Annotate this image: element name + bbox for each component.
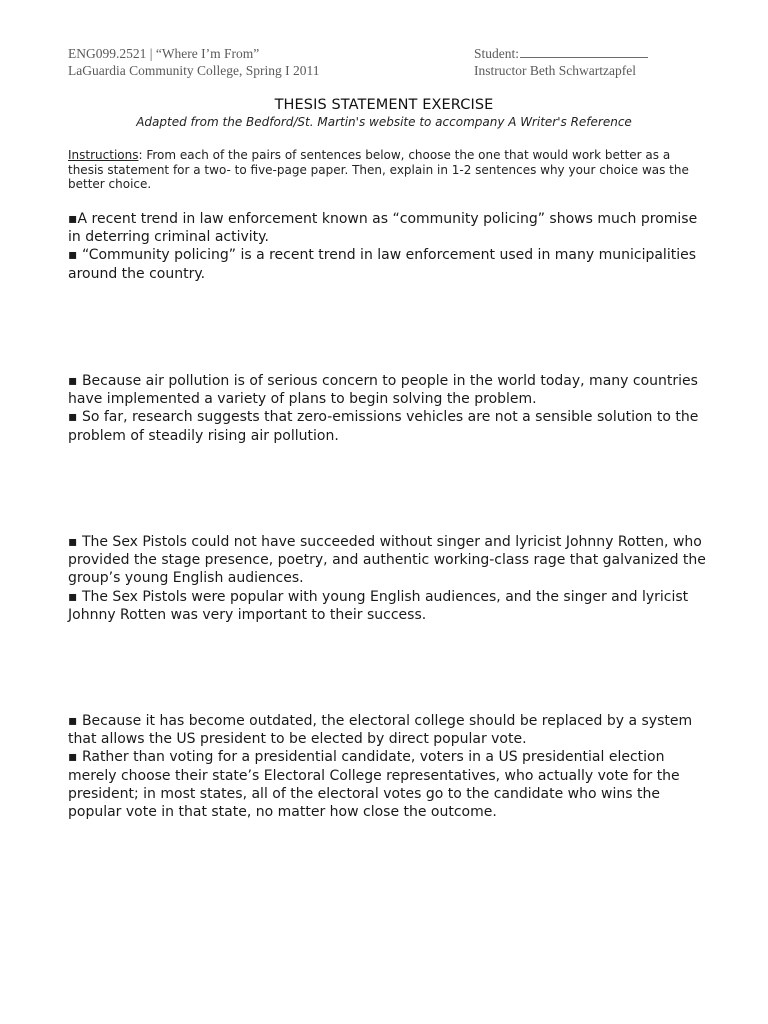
- student-name-blank: [520, 45, 648, 58]
- instructions-text: : From each of the pairs of sentences below, choose the one that would work better as a thesis statement for a two- to five-page paper. Then, explain in 1-2 sentences why your choice was the better choice.: [68, 148, 689, 192]
- student-header: [474, 45, 648, 79]
- sentence-option-a: ▪ Because it has become outdated, the electoral college should be replaced by a system that allows the US president to be elected by direct popular vote.: [68, 713, 693, 748]
- college-term: LaGuardia Community College, Spring I 2011: [68, 63, 320, 78]
- student-label: Student:: [474, 46, 520, 61]
- sentence-option-a: ▪ Because air pollution is of serious concern to people in the world today, many countries have implemented a variety of plans to begin solving the problem.: [68, 373, 698, 408]
- sentence-pair-2: [68, 372, 708, 445]
- page-subtitle: Adapted from the Bedford/St. Martin's website to accompany A Writer's Reference: [136, 115, 632, 129]
- instructions-paragraph: [68, 148, 708, 192]
- sentence-option-b: ▪ So far, research suggests that zero-emissions vehicles are not a sensible solution to the problem of steadily rising air pollution.: [68, 409, 699, 444]
- sentence-pair-1: [68, 210, 708, 283]
- instructions-label: Instructions: [68, 148, 139, 162]
- course-title: ENG099.2521 | “Where I’m From”: [68, 46, 260, 61]
- course-header: [68, 45, 319, 79]
- sentence-pair-4: [68, 712, 708, 821]
- sentence-option-b: ▪ The Sex Pistols were popular with young English audiences, and the singer and lyricist Johnny Rotten was very important to their success.: [68, 588, 689, 623]
- sentence-pair-3: [68, 533, 708, 624]
- instructor-name: Instructor Beth Schwartzapfel: [474, 63, 636, 78]
- sentence-option-b: ▪ “Community policing” is a recent trend in law enforcement used in many municipalities around the country.: [68, 247, 696, 282]
- sentence-option-b: ▪ Rather than voting for a presidential candidate, voters in a US presidential election merely choose their state’s Electoral College representatives, who actually vote for the president; in most states, all of the electoral votes go to the candidate who wins the popular vote in that state, no matter how close the outcome.: [68, 749, 680, 821]
- sentence-option-a: ▪ The Sex Pistols could not have succeeded without singer and lyricist Johnny Rotten, who provided the stage presence, poetry, and authentic working-class rage that galvanized the group’s young English audiences.: [68, 534, 706, 587]
- student-field: [474, 45, 648, 62]
- page-title: THESIS STATEMENT EXERCISE: [274, 97, 494, 113]
- sentence-option-a: ▪A recent trend in law enforcement known as “community policing” shows much promise in deterring criminal activity.: [68, 211, 698, 246]
